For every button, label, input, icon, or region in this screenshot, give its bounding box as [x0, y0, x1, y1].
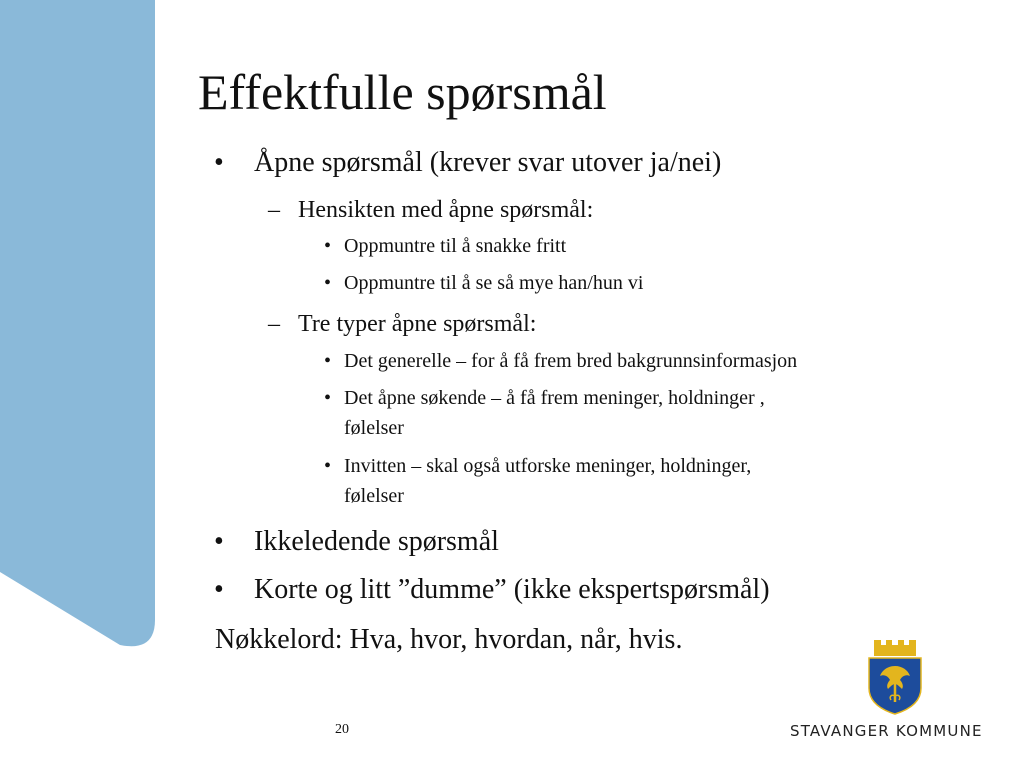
dash-marker: – [268, 311, 280, 337]
subsub-bullet-see-much [324, 268, 644, 298]
subsub-bullet-text: Oppmuntre til å se så mye han/hun vi [344, 272, 644, 294]
bullet-short-questions [214, 573, 770, 607]
subsub-bullet-line-2: følelser [344, 485, 404, 507]
bullet-marker: • [214, 147, 224, 178]
bullet-marker: • [214, 526, 224, 557]
subsub-bullet-open-searching [324, 383, 765, 443]
organization-name: STAVANGER KOMMUNE [790, 722, 983, 740]
bullet-text: Ikkeledende spørsmål [254, 526, 499, 557]
bullet-marker: • [324, 272, 332, 294]
page-number: 20 [335, 722, 349, 737]
bullet-text: Åpne spørsmål (krever svar utover ja/nei) [254, 147, 722, 178]
bullet-text: Korte og litt ”dumme” (ikke ekspertspørsmål) [254, 574, 770, 605]
bullet-open-questions [214, 146, 722, 180]
bullet-non-leading [214, 525, 499, 559]
subsub-bullet-line-1: Det åpne søkende – å få frem meninger, holdninger , [344, 387, 765, 409]
keywords-line: Nøkkelord: Hva, hvor, hvordan, når, hvis. [215, 624, 683, 655]
subbullet-purpose [268, 195, 594, 225]
subbullet-text: Hensikten med åpne spørsmål: [298, 197, 594, 223]
bullet-marker: • [324, 350, 332, 372]
subbullet-three-types [268, 309, 537, 339]
subsub-bullet-text: Oppmuntre til å snakke fritt [344, 235, 567, 257]
bullet-marker: • [214, 574, 224, 605]
subsub-bullet-line-1: Invitten – skal også utforske meninger, holdninger, [344, 455, 752, 477]
city-crest-icon [864, 636, 926, 716]
subsub-bullet-line-2: følelser [344, 417, 404, 439]
decorative-side-band [0, 0, 160, 660]
bullet-marker: • [324, 455, 332, 477]
subsub-bullet-talk-freely [324, 231, 567, 261]
subsub-bullet-text: Det generelle – for å få frem bred bakgrunnsinformasjon [344, 350, 798, 372]
bullet-marker: • [324, 387, 332, 409]
bullet-marker: • [324, 235, 332, 257]
slide-title: Effektfulle spørsmål [198, 64, 607, 120]
subsub-bullet-general [324, 346, 798, 376]
side-band-shape [0, 0, 155, 646]
dash-marker: – [268, 197, 280, 223]
subsub-bullet-invitation [324, 451, 752, 511]
subbullet-text: Tre typer åpne spørsmål: [298, 311, 537, 337]
